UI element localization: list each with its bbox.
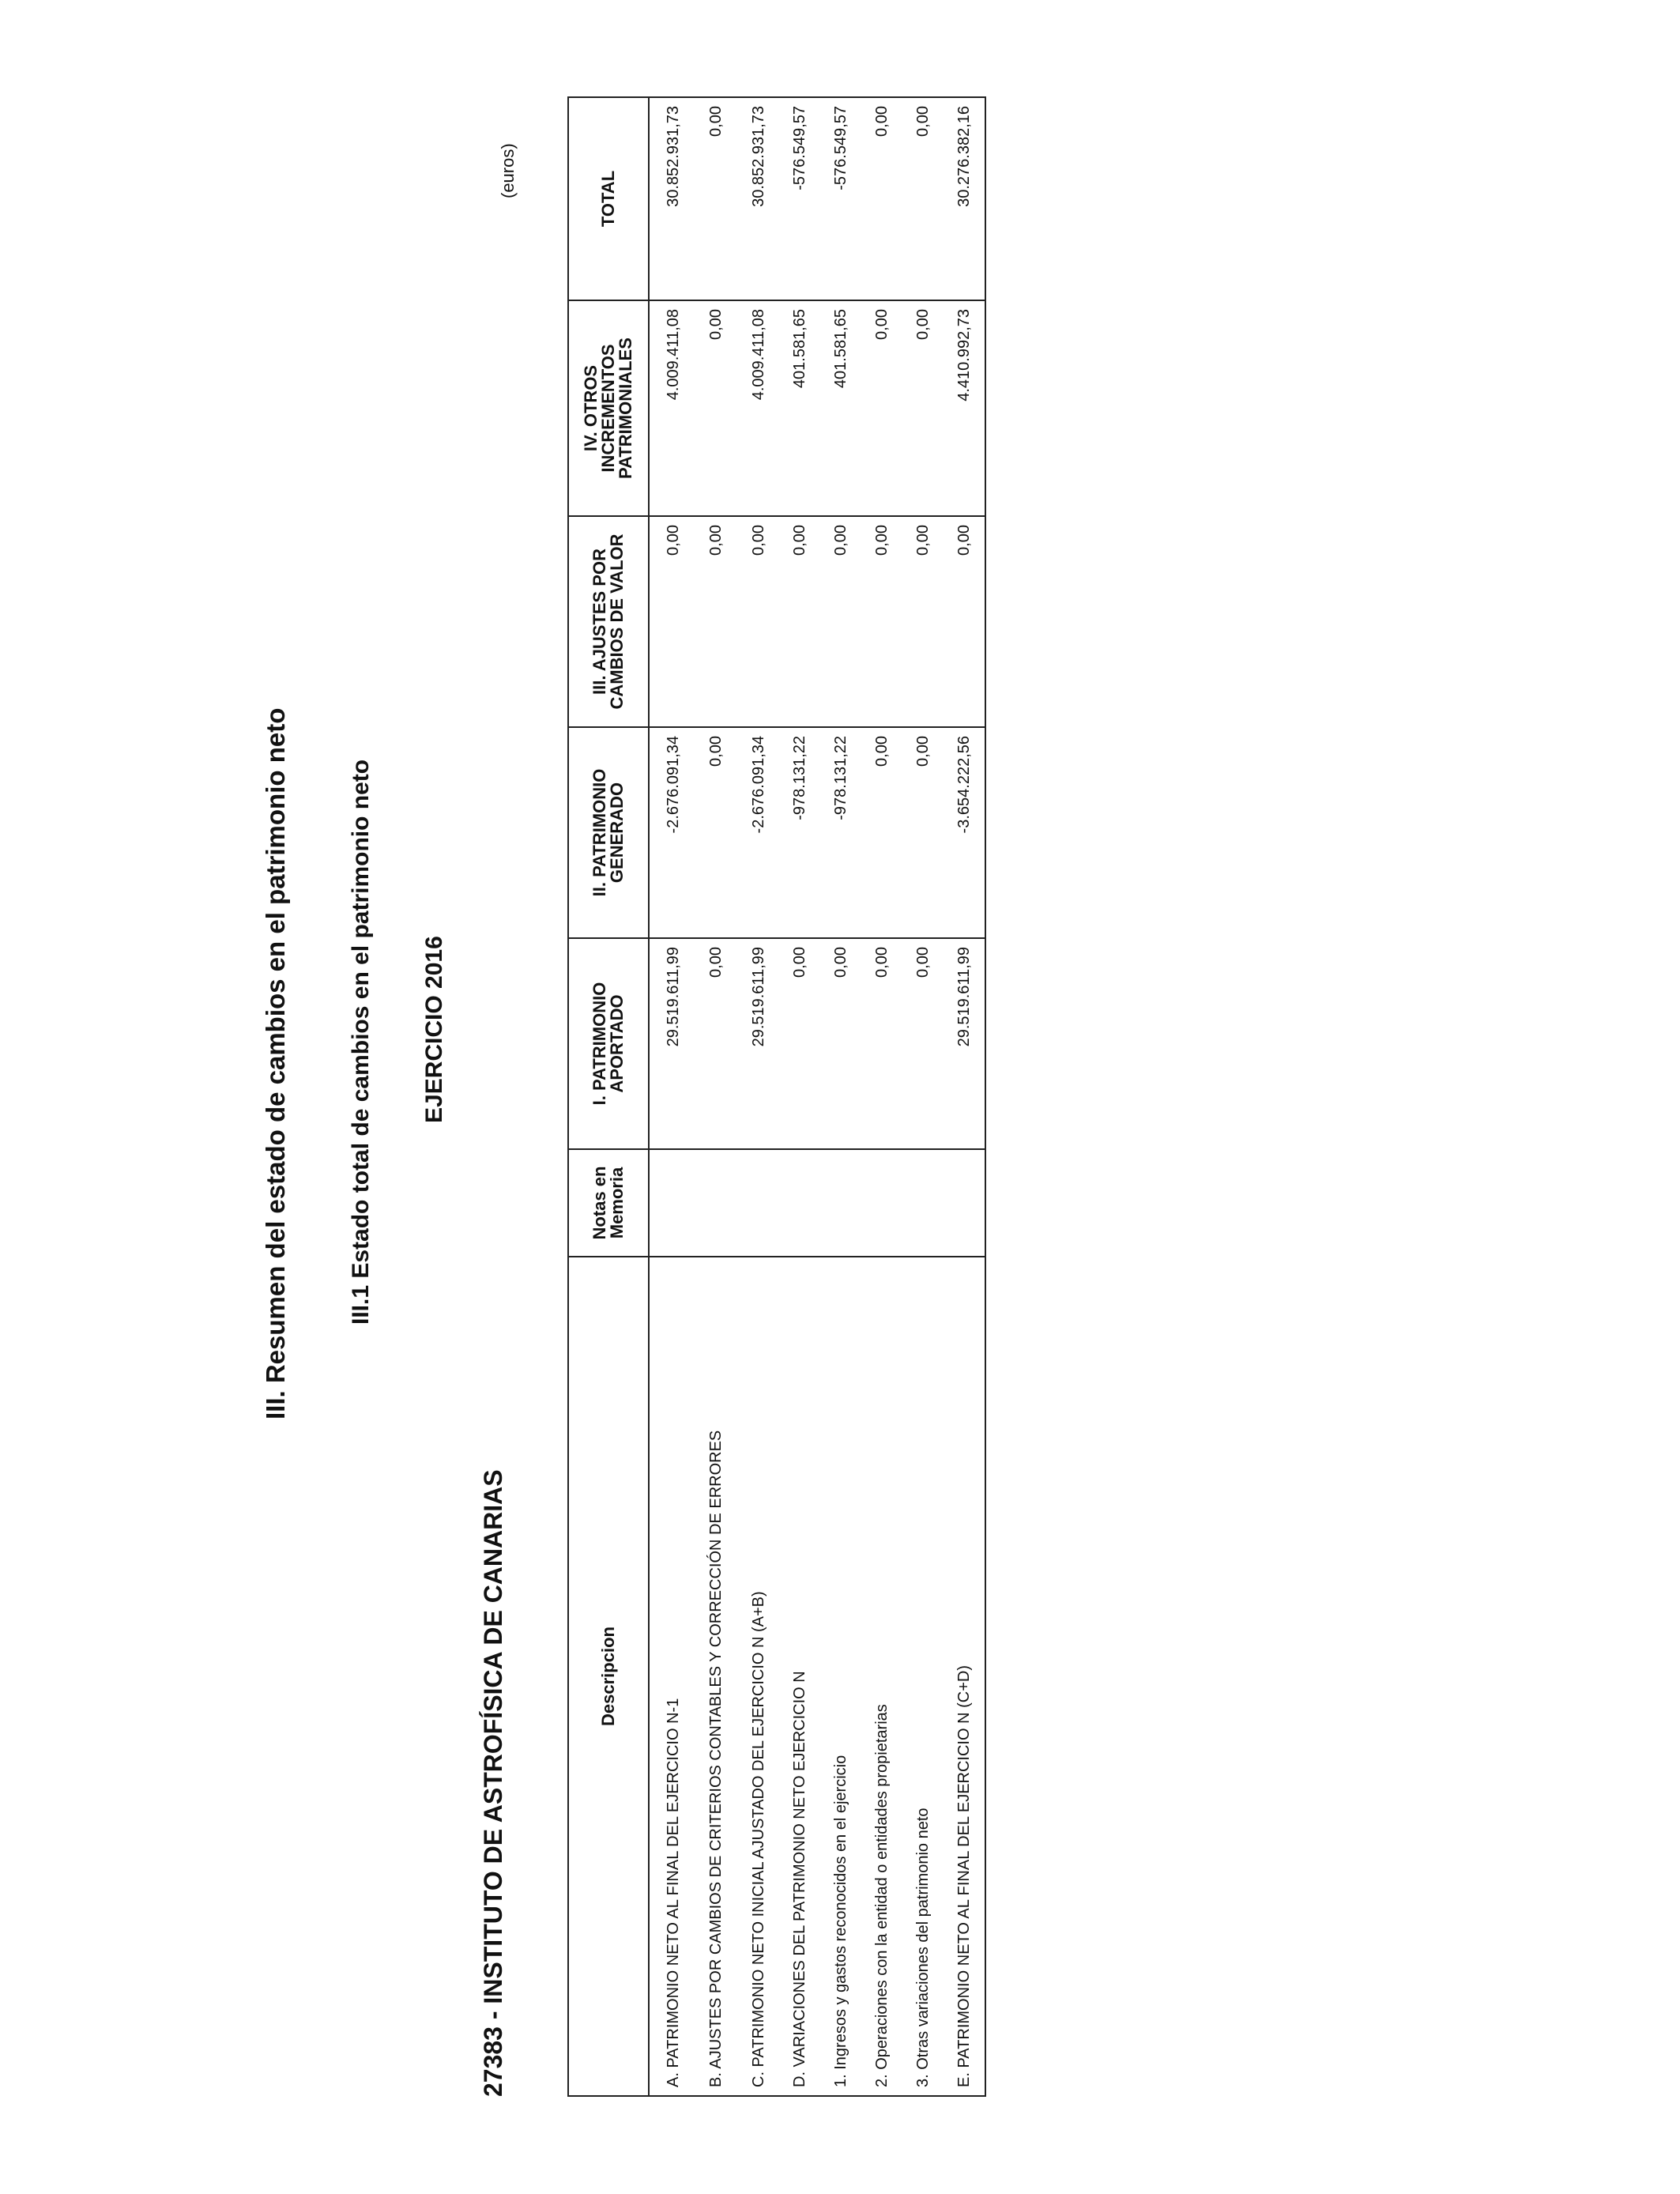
row-total: 0,00 (902, 97, 944, 300)
entity-name: 27383 - INSTITUTO DE ASTROFÍSICA DE CANARIAS (479, 1469, 507, 2097)
row-aportado: 0,00 (779, 938, 820, 1149)
col-header-generado: II. PATRIMONIO GENERADO (568, 727, 649, 938)
row-total: -576.549,57 (820, 97, 861, 300)
row-description: C. PATRIMONIO NETO INICIAL AJUSTADO DEL EJERCICIO N (A+B) (738, 1257, 779, 2096)
currency-unit: (euros) (498, 143, 518, 198)
table-row (694, 97, 738, 2096)
row-aportado: 29.519.611,99 (649, 938, 694, 1149)
col-header-ajustes: III. AJUSTES POR CAMBIOS DE VALOR (568, 516, 649, 727)
row-aportado: 29.519.611,99 (944, 938, 985, 1149)
row-description: 1. Ingresos y gastos reconocidos en el ejercicio (820, 1257, 861, 2096)
row-aportado: 0,00 (861, 938, 902, 1149)
table-row (902, 97, 944, 2096)
row-generado: 0,00 (694, 727, 738, 938)
row-total: 30.852.931,73 (738, 97, 779, 300)
row-aportado: 29.519.611,99 (738, 938, 779, 1149)
row-total: 30.852.931,73 (649, 97, 694, 300)
row-ajustes: 0,00 (694, 516, 738, 727)
row-otros: 401.581,65 (820, 300, 861, 516)
row-generado: 0,00 (861, 727, 902, 938)
table-row (779, 97, 820, 2096)
row-total: -576.549,57 (779, 97, 820, 300)
row-description: A. PATRIMONIO NETO AL FINAL DEL EJERCICIO N-1 (649, 1257, 694, 2096)
table-header-row (568, 97, 649, 2096)
row-otros: 0,00 (694, 300, 738, 516)
row-ajustes: 0,00 (820, 516, 861, 727)
row-notes (694, 1149, 738, 1257)
row-ajustes: 0,00 (902, 516, 944, 727)
row-aportado: 0,00 (694, 938, 738, 1149)
row-description: D. VARIACIONES DEL PATRIMONIO NETO EJERCICIO N (779, 1257, 820, 2096)
row-description: 3. Otras variaciones del patrimonio neto (902, 1257, 944, 2096)
row-notes (820, 1149, 861, 1257)
row-aportado: 0,00 (902, 938, 944, 1149)
row-description: E. PATRIMONIO NETO AL FINAL DEL EJERCICIO N (C+D) (944, 1257, 985, 2096)
row-generado: -978.131,22 (779, 727, 820, 938)
row-notes (861, 1149, 902, 1257)
col-header-aportado: I. PATRIMONIO APORTADO (568, 938, 649, 1149)
subsection-title: III.1 Estado total de cambios en el patrimonio neto (348, 759, 374, 1325)
row-total: 0,00 (861, 97, 902, 300)
section-title: III. Resumen del estado de cambios en el patrimonio neto (261, 707, 290, 1419)
row-total: 30.276.382,16 (944, 97, 985, 300)
row-aportado: 0,00 (820, 938, 861, 1149)
table-row (649, 97, 694, 2096)
row-notes (902, 1149, 944, 1257)
table-row (861, 97, 902, 2096)
row-otros: 0,00 (861, 300, 902, 516)
col-header-total: TOTAL (568, 97, 649, 300)
row-total: 0,00 (694, 97, 738, 300)
row-description: B. AJUSTES POR CAMBIOS DE CRITERIOS CONTABLES Y CORRECCIÓN DE ERRORES (694, 1257, 738, 2096)
row-generado: -978.131,22 (820, 727, 861, 938)
row-notes (649, 1149, 694, 1257)
row-generado: -3.654.222,56 (944, 727, 985, 938)
table-row (944, 97, 985, 2096)
col-header-otros: IV. OTROS INCREMENTOS PATRIMONIALES (568, 300, 649, 516)
exercise-title: EJERCICIO 2016 (421, 936, 447, 1123)
row-otros: 4.009.411,08 (738, 300, 779, 516)
row-generado: -2.676.091,34 (738, 727, 779, 938)
row-notes (779, 1149, 820, 1257)
row-otros: 401.581,65 (779, 300, 820, 516)
col-header-description: Descripcion (568, 1257, 649, 2096)
row-ajustes: 0,00 (944, 516, 985, 727)
row-otros: 0,00 (902, 300, 944, 516)
row-otros: 4.410.992,73 (944, 300, 985, 516)
col-header-notes: Notas en Memoria (568, 1149, 649, 1257)
row-otros: 4.009.411,08 (649, 300, 694, 516)
row-notes (944, 1149, 985, 1257)
row-generado: -2.676.091,34 (649, 727, 694, 938)
row-generado: 0,00 (902, 727, 944, 938)
row-ajustes: 0,00 (779, 516, 820, 727)
row-ajustes: 0,00 (861, 516, 902, 727)
row-ajustes: 0,00 (649, 516, 694, 727)
table-row (738, 97, 779, 2096)
row-description: 2. Operaciones con la entidad o entidades propietarias (861, 1257, 902, 2096)
row-ajustes: 0,00 (738, 516, 779, 727)
row-notes (738, 1149, 779, 1257)
equity-changes-table (567, 96, 986, 2097)
table-row (820, 97, 861, 2096)
